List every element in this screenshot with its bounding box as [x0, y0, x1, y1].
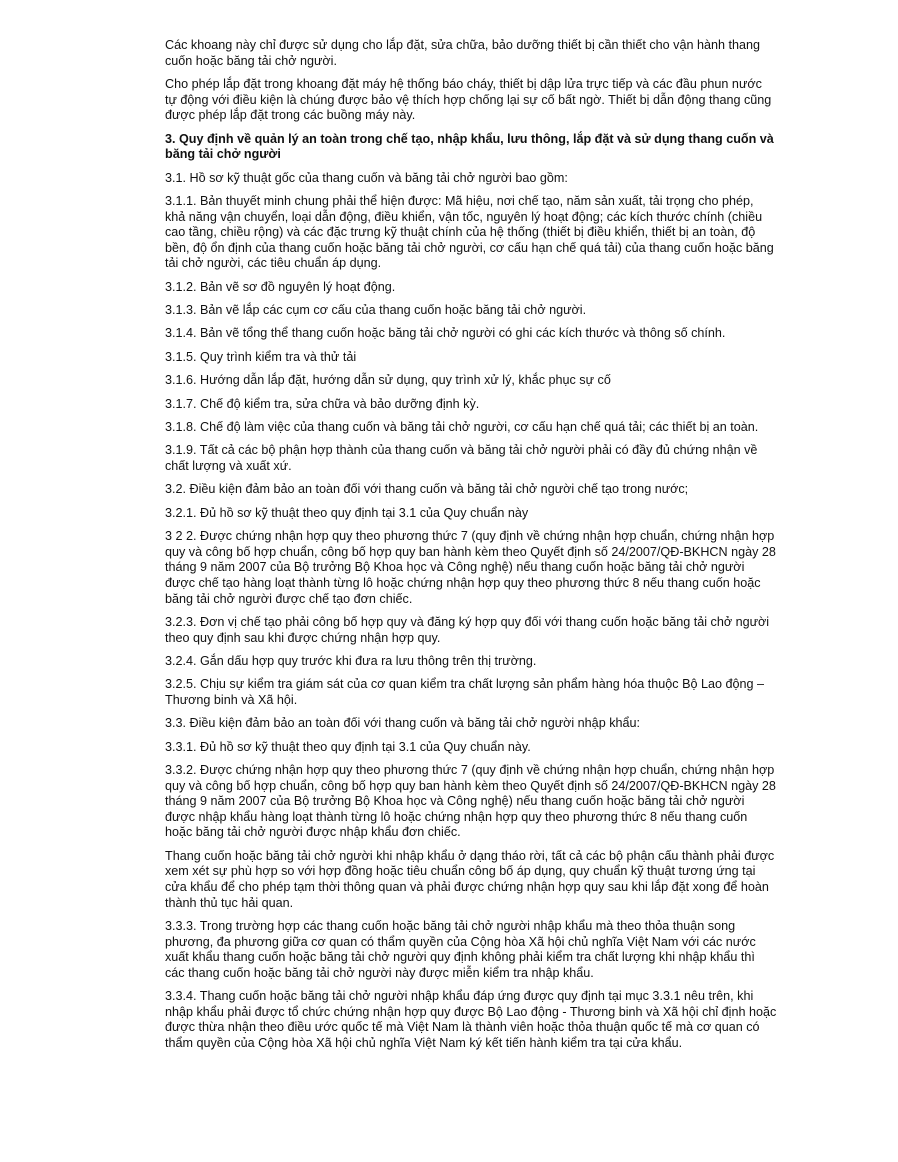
paragraph: 3.1.7. Chế độ kiểm tra, sửa chữa và bảo dưỡng định kỳ.: [165, 396, 480, 411]
paragraph: 3.1.6. Hướng dẫn lắp đặt, hướng dẫn sử dụng, quy trình xử lý, khắc phục sự cố: [165, 373, 611, 388]
paragraph: 3.2.3. Đơn vị chế tạo phải công bố hợp quy và đăng ký hợp quy đối với thang cuốn hoặc băng tải chở người theo quy định sau khi được chứng nhận hợp quy.: [165, 614, 770, 645]
paragraph: 3.1.2. Bản vẽ sơ đồ nguyên lý hoạt động.: [165, 279, 396, 294]
paragraph: 3.2.5. Chịu sự kiểm tra giám sát của cơ quan kiểm tra chất lượng sản phẩm hàng hóa thuộc Bộ Lao động – Thương binh và Xã hội.: [165, 677, 765, 707]
document-page: [165, 38, 777, 1059]
paragraph: 3.2.4. Gắn dấu hợp quy trước khi đưa ra lưu thông trên thị trường.: [165, 653, 537, 668]
paragraph: 3.3. Điều kiện đảm bảo an toàn đối với thang cuốn và băng tải chở người nhập khẩu:: [165, 716, 641, 731]
paragraph: 3.1.9. Tất cả các bộ phận hợp thành của thang cuốn và băng tải chở người phải có đầy đủ chứng nhận về chất lượng và xuất xứ.: [165, 443, 758, 474]
paragraph: 3 2 2. Được chứng nhận hợp quy theo phương thức 7 (quy định về chứng nhận hợp chuẩn, chứng nhận hợp quy và công bố hợp chuẩn, công bố hợp quy ban hành kèm theo Quyết định số 24/2007/QĐ-BKHCN ngày 28 tháng 9 năm 2007 của Bộ trưởng Bộ Khoa học và Công nghệ) nếu thang cuốn hoặc băng tải chở người được chế tạo hàng loạt thành từng lô hoặc chứng nhận hợp quy theo phương thức 8 nếu thang cuốn hoặc băng tải chở người được chế tạo đơn chiếc.: [165, 529, 776, 606]
paragraph: 3.1.5. Quy trình kiểm tra và thử tải: [165, 349, 357, 364]
paragraph: 3.3.1. Đủ hồ sơ kỹ thuật theo quy định tại 3.1 của Quy chuẩn này.: [165, 739, 531, 754]
paragraph: 3.3.2. Được chứng nhận hợp quy theo phương thức 7 (quy định về chứng nhận hợp chuẩn, chứng nhận hợp quy và công bố hợp chuẩn, công bố hợp quy ban hành kèm theo Quyết định số 24/2007/QĐ-BKHCN ngày 28 tháng 9 năm 2007 của Bộ trưởng Bộ Khoa học và Công nghệ) nếu thang cuốn hoặc băng tải chở người được nhập khẩu hàng loạt thành từng lô hoặc chứng nhận hợp quy theo phương thức 8 nếu thang cuốn hoặc băng tải chở người được nhập khẩu đơn chiếc.: [165, 763, 776, 840]
paragraph: 3.1.1. Bản thuyết minh chung phải thể hiện được: Mã hiệu, nơi chế tạo, năm sản xuất, tải trọng cho phép, khả năng vận chuyển, loại dẫn động, điều khiển, vận tốc, nguyên lý hoạt động; các kích thước chính (chiều cao tầng, chiều rộng) và các đặc trưng kỹ thuật chính của hệ thống (thiết bị điều khiển, thiết bị an toàn, độ bền, độ ổn định của thang cuốn hoặc băng tải chở người, cơ cấu hạn chế quá tải) của thang cuốn hoặc băng tải chở người, các tiêu chuẩn áp dụng.: [165, 193, 774, 271]
paragraph: Cho phép lắp đặt trong khoang đặt máy hệ thống báo cháy, thiết bị dập lửa trực tiếp và các đầu phun nước tự động với điều kiện là chúng được bảo vệ thích hợp chống lại sự cố bất ngờ. Thiết bị dẫn động thang cũng được phép lắp đặt trong các buồng máy này.: [165, 76, 772, 123]
paragraph: Các khoang này chỉ được sử dụng cho lắp đặt, sửa chữa, bảo dưỡng thiết bị cần thiết cho vận hành thang cuốn hoặc băng tải chở người.: [165, 38, 760, 68]
paragraph: 3.3.3. Trong trường hợp các thang cuốn hoặc băng tải chở người nhập khẩu mà theo thỏa thuận song phương, đa phương giữa cơ quan có thẩm quyền của Cộng hòa Xã hội chủ nghĩa Việt Nam với các nước xuất khẩu thang cuốn hoặc băng tải chở người quy định không phải kiểm tra chất lượng khi nhập khẩu thì các thang cuốn hoặc băng tải chở người này được miễn kiểm tra nhập khẩu.: [165, 919, 756, 980]
paragraph: 3.2. Điều kiện đảm bảo an toàn đối với thang cuốn và băng tải chở người chế tạo trong nước;: [165, 482, 689, 497]
paragraph: 3.1.3. Bản vẽ lắp các cụm cơ cấu của thang cuốn hoặc băng tải chở người.: [165, 303, 587, 318]
paragraph: Thang cuốn hoặc băng tải chở người khi nhập khẩu ở dạng tháo rời, tất cả các bộ phận cấu thành phải được xem xét sự phù hợp so với hợp đồng hoặc tiêu chuẩn công bố áp dụng, quy chuẩn kỹ thuật tương ứng tại cửa khẩu để cho phép tạm thời thông quan và phải được chứng nhận hợp quy sau khi lắp đặt xong để hoàn thành thủ tục hải quan.: [165, 848, 775, 910]
paragraph: 3.3.4. Thang cuốn hoặc băng tải chở người nhập khẩu đáp ứng được quy định tại mục 3.3.1 nêu trên, khi nhập khẩu phải được tổ chức chứng nhận hợp quy được Bộ Lao động - Thương binh và Xã hội chỉ định hoặc được thừa nhận theo điều ước quốc tế mà Việt Nam là thành viên hoặc thỏa thuận quốc tế mà cơ quan có thẩm quyền của Cộng hòa Xã hội chủ nghĩa Việt Nam ký kết tiến hành kiểm tra tại cửa khẩu.: [165, 989, 777, 1050]
paragraph: 3.2.1. Đủ hồ sơ kỹ thuật theo quy định tại 3.1 của Quy chuẩn này: [165, 505, 529, 520]
paragraph: 3.1. Hồ sơ kỹ thuật gốc của thang cuốn và băng tải chở người bao gồm:: [165, 170, 568, 185]
paragraph: 3.1.4. Bản vẽ tổng thể thang cuốn hoặc băng tải chở người có ghi các kích thước và thông số chính.: [165, 326, 726, 341]
paragraph: 3.1.8. Chế độ làm việc của thang cuốn và băng tải chở người, cơ cấu hạn chế quá tải; các thiết bị an toàn.: [165, 420, 759, 435]
section-heading: 3. Quy định về quản lý an toàn trong chế tạo, nhập khẩu, lưu thông, lắp đặt và sử dụng thang cuốn và băng tải chở người: [165, 131, 774, 162]
